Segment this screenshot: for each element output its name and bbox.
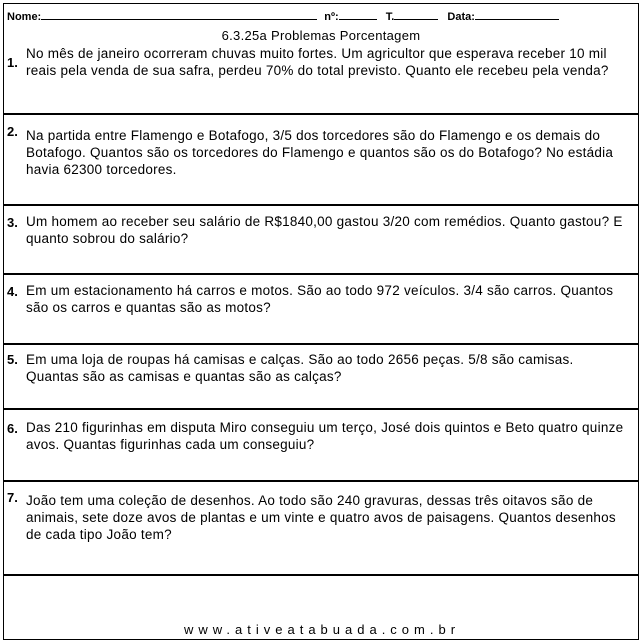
class-field-line[interactable] <box>394 9 438 20</box>
question-block-4 <box>4 275 638 345</box>
question-block-5 <box>4 345 638 410</box>
question-number: 7. <box>7 490 18 505</box>
site-footer: www.ativeatabuada.com.br <box>183 622 461 637</box>
date-field-line[interactable] <box>475 9 559 20</box>
name-label: Nome: <box>7 11 42 23</box>
question-text: João tem uma coleção de desenhos. Ao todo são 240 gravuras, dessas três oitavos são de animais, sete doze avos de plantas e um vinte e quatro avos de paisagens. Quantos desenhos de cada tipo João tem? <box>26 493 616 542</box>
question-text: Um homem ao receber seu salário de R$1840,00 gastou 3/20 com remédios. Quanto gastou? E quanto sobrou do salário? <box>26 214 623 246</box>
question-number: 4. <box>7 284 18 299</box>
question-number: 5. <box>7 352 18 367</box>
question-text: No mês de janeiro ocorreram chuvas muito fortes. Um agricultor que esperava receber 10 mil reais pela venda de sua safra, perdeu 70% do total previsto. Quanto ele recebeu pela venda? <box>26 46 609 78</box>
worksheet-title: 6.3.25a Problemas Porcentagem <box>221 28 421 43</box>
question-text: Na partida entre Flamengo e Botafogo, 3/5 dos torcedores são do Flamengo e os demais do Botafogo. Quantos são os torcedores do Flamengo e quantos são os do Botafogo? No estádia havia 62300 torcedores. <box>26 128 614 177</box>
question-block-7 <box>4 482 638 576</box>
question-block-6 <box>4 410 638 482</box>
question-text: Das 210 figurinhas em disputa Miro conseguiu um terço, José dois quintos e Beto quatro quinze avos. Quantas figurinhas cada um conseguiu? <box>26 420 624 452</box>
name-field-line[interactable] <box>41 9 317 20</box>
number-field-line[interactable] <box>339 9 377 20</box>
question-number: 1. <box>7 55 18 70</box>
number-label: nº: <box>324 11 339 23</box>
header-fields <box>7 9 559 23</box>
date-label: Data: <box>447 11 475 23</box>
class-label: T. <box>385 11 395 23</box>
question-block-1 <box>4 42 638 115</box>
worksheet-page <box>3 3 639 640</box>
question-block-3 <box>4 206 638 275</box>
question-number: 2. <box>7 124 18 139</box>
question-number: 3. <box>7 215 18 230</box>
question-block-2 <box>4 115 638 206</box>
question-text: Em uma loja de roupas há camisas e calças. São ao todo 2656 peças. 5/8 são camisas. Quantas são as camisas e quantas são as calças? <box>26 352 574 384</box>
question-number: 6. <box>7 421 18 436</box>
question-text: Em um estacionamento há carros e motos. São ao todo 972 veículos. 3/4 são carros. Quantos são os carros e quantas são as motos? <box>26 283 614 315</box>
